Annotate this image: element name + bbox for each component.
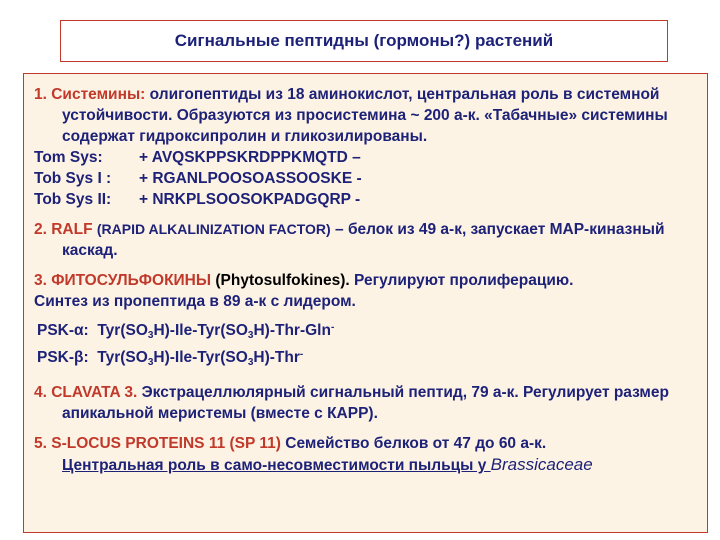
psk-alpha-part: H)-Thr-Gln <box>253 322 331 339</box>
psk-beta-sub: 3 <box>147 357 154 368</box>
psk-alpha-sup: - <box>330 322 335 333</box>
psk-text2: Синтез из пропептида в 89 а-к с лидером. <box>34 293 356 310</box>
psk-beta-label: PSK-β: <box>37 349 89 366</box>
slide-title-box <box>60 20 668 62</box>
sequence-row <box>34 147 697 168</box>
sequence-name: Tob Sys I : <box>34 170 112 187</box>
psk-alpha-label: PSK-α: <box>37 322 89 339</box>
systemins-label: 1. Системины: <box>34 86 146 103</box>
psk-alpha-row <box>34 320 697 341</box>
psk-alpha-part: Tyr(SO <box>97 322 148 339</box>
ralf-label: 2. RALF <box>34 221 93 238</box>
slocus-line2 <box>34 454 697 476</box>
slocus-label: 5. S-LOCUS PROTEINS 11 (SP 11) <box>34 435 281 452</box>
psk-beta-part: H)-Thr <box>253 349 300 366</box>
item-systemins <box>34 84 697 147</box>
psk-beta-row <box>34 347 697 368</box>
item-psk <box>34 270 697 291</box>
psk-beta-part: Tyr(SO <box>97 349 148 366</box>
item-ralf <box>34 219 697 261</box>
psk-label: 3. ФИТОСУЛЬФОКИНЫ <box>34 272 212 289</box>
ralf-abbr: (RAPID ALKALINIZATION FACTOR) <box>96 221 331 237</box>
psk-beta-part: H)-Ile-Tyr(SO <box>153 349 248 366</box>
item-slocus <box>34 433 697 454</box>
sequence-row <box>34 168 697 189</box>
item-clavata <box>34 382 697 424</box>
sequence-value: + RGANLPOOSOASSOOSKE - <box>139 170 362 187</box>
psk-beta-sub: 3 <box>247 357 254 368</box>
systemins-text: олигопептиды из 18 аминокислот, центральная роль в системной устойчивости. Образуются из просистемина ~ 200 а-к. «Табачные» системины содержат гидроксипролин и гликозилированы. <box>62 86 668 145</box>
sequence-name: Tob Sys II: <box>34 191 112 208</box>
clavata-text: Экстрацеллюлярный сигнальный пептид, 79 а-к. Регулирует размер апикальной меристемы (вместе с КАРР). <box>62 384 669 422</box>
psk-text: Регулируют пролиферацию. <box>349 272 574 289</box>
slocus-text2: Центральная роль в само-несовместимости пыльцы у <box>62 457 491 474</box>
sequence-name: Tom Sys: <box>34 149 103 166</box>
psk-alpha-sub: 3 <box>147 330 154 341</box>
psk-alpha-sub: 3 <box>247 330 254 341</box>
slide-title: Сигнальные пептидны (гормоны?) растений <box>174 31 554 50</box>
ralf-text: – белок из 49 а-к, запускает МАР-киназный каскад. <box>62 221 665 259</box>
psk-latin: (Phytosulfokines). <box>215 272 350 289</box>
clavata-label: 4. CLAVATA 3. <box>34 384 138 401</box>
psk-beta-sup: - <box>299 349 304 360</box>
sequence-value: + NRKPLSOOSOKPADGQRP - <box>139 191 361 208</box>
slocus-family: Brassicaceae <box>490 455 593 474</box>
content-box <box>23 73 708 533</box>
sequence-row <box>34 189 697 210</box>
psk-alpha-part: H)-Ile-Tyr(SO <box>153 322 248 339</box>
sequence-value: + AVQSKPPSKRDPPKMQTD – <box>139 149 361 166</box>
slocus-text: Семейство белков от 47 до 60 а-к. <box>280 435 547 452</box>
